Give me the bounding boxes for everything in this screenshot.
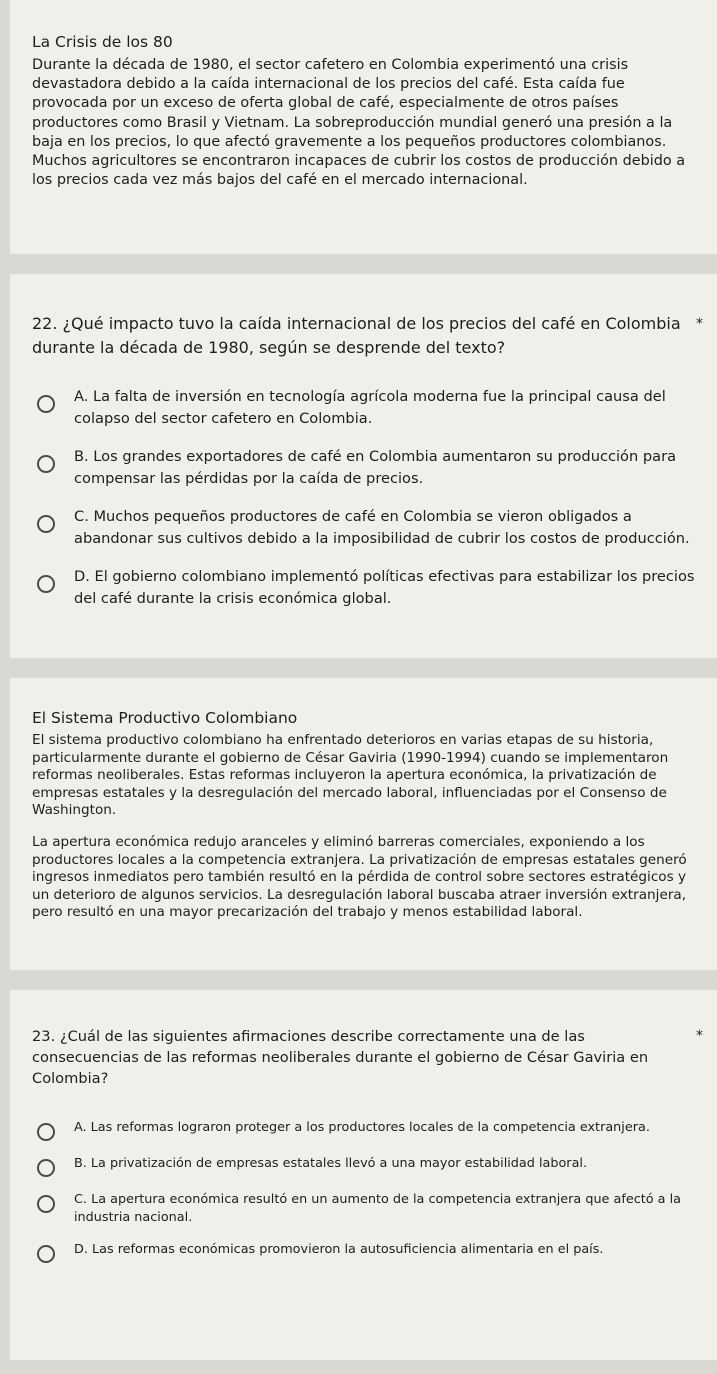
option-label: B. La privatización de empresas estatales llevó a una mayor estabilidad laboral. — [74, 1156, 588, 1171]
question-22-card — [10, 274, 717, 658]
section-title: La Crisis de los 80 — [32, 33, 173, 51]
option-label: D. El gobierno colombiano implementó políticas efectivas para estabilizar los precios del café durante la crisis económica global. — [74, 568, 695, 607]
section-paragraph: La apertura económica redujo aranceles y eliminó barreras comerciales, exponiendo a los productores locales a la competencia extranjera. La privatización de empresas estatales generó ingresos inmediatos pero también resultó en la pérdida de control sobre sectores estratégicos y un deterioro de algunos servicios. La desregulación laboral buscaba atraer inversión extranjera, pero resultó en una mayor precarización del trabajo y menos estabilidad laboral. — [32, 833, 687, 921]
section-title: El Sistema Productivo Colombiano — [32, 709, 298, 727]
option-a[interactable] — [32, 1119, 695, 1141]
question-23-title — [32, 1026, 703, 1089]
option-label: C. La apertura económica resultó en un aumento de la competencia extranjera que afectó a la industria nacional. — [74, 1192, 681, 1225]
question-23-card — [10, 990, 717, 1360]
question-23-options — [32, 1119, 695, 1263]
option-label: C. Muchos pequeños productores de café en Colombia se vieron obligados a abandonar sus cultivos debido a la imposibilidad de cubrir los costos de producción. — [74, 508, 690, 547]
section-paragraph: El sistema productivo colombiano ha enfrentado deterioros en varias etapas de su historia, particularmente durante el gobierno de César Gaviria (1990-1994) cuando se implementaron reformas neoliberales. Estas reformas incluyeron la apertura económica, la privatización de empresas estatales y la desregulación del mercado laboral, influenciadas por el Consenso de Washington. — [32, 732, 669, 819]
radio-button[interactable] — [37, 455, 55, 473]
option-label: A. La falta de inversión en tecnología agrícola moderna fue la principal causa del colapso del sector cafetero en Colombia. — [74, 388, 666, 427]
required-asterisk: * — [696, 316, 703, 332]
radio-button[interactable] — [37, 395, 55, 413]
option-a[interactable] — [32, 386, 695, 430]
option-b[interactable] — [32, 446, 695, 490]
radio-button[interactable] — [37, 1245, 55, 1263]
question-text: 23. ¿Cuál de las siguientes afirmaciones describe correctamente una de las consecuencias de las reformas neoliberales durante el gobierno de César Gaviria en Colombia? — [32, 1028, 649, 1087]
question-22-options — [32, 386, 695, 610]
required-asterisk: * — [696, 1028, 703, 1044]
question-text: 22. ¿Qué impacto tuvo la caída internacional de los precios del café en Colombia durante la década de 1980, según se desprende del texto? — [32, 314, 681, 357]
option-label: A. Las reformas lograron proteger a los productores locales de la competencia extranjera. — [74, 1120, 650, 1135]
option-d[interactable] — [32, 1241, 695, 1263]
option-d[interactable] — [32, 566, 695, 610]
option-b[interactable] — [32, 1155, 695, 1177]
radio-button[interactable] — [37, 1159, 55, 1177]
radio-button[interactable] — [37, 1195, 55, 1213]
option-c[interactable] — [32, 1191, 695, 1227]
option-label: D. Las reformas económicas promovieron la autosuficiencia alimentaria en el país. — [74, 1242, 604, 1257]
option-c[interactable] — [32, 506, 695, 550]
radio-button[interactable] — [37, 1123, 55, 1141]
radio-button[interactable] — [37, 515, 55, 533]
question-22-title — [32, 312, 703, 360]
intro-card — [10, 0, 717, 254]
sistema-card — [10, 678, 717, 970]
section-body: Durante la década de 1980, el sector cafetero en Colombia experimentó una crisis devastadora debido a la caída internacional de los precios del café. Esta caída fue provocada por un exceso de oferta global de café, especialmente de otros países productores como Brasil y Vietnam. La sobreproducción mundial generó una presión a la baja en los precios, lo que afectó gravemente a los pequeños productores colombianos. Muchos agricultores se encontraron incapaces de cubrir los costos de producción debido a los precios cada vez más bajos del café en el mercado internacional. — [32, 57, 686, 189]
radio-button[interactable] — [37, 575, 55, 593]
option-label: B. Los grandes exportadores de café en Colombia aumentaron su producción para compensar las pérdidas por la caída de precios. — [74, 448, 677, 487]
